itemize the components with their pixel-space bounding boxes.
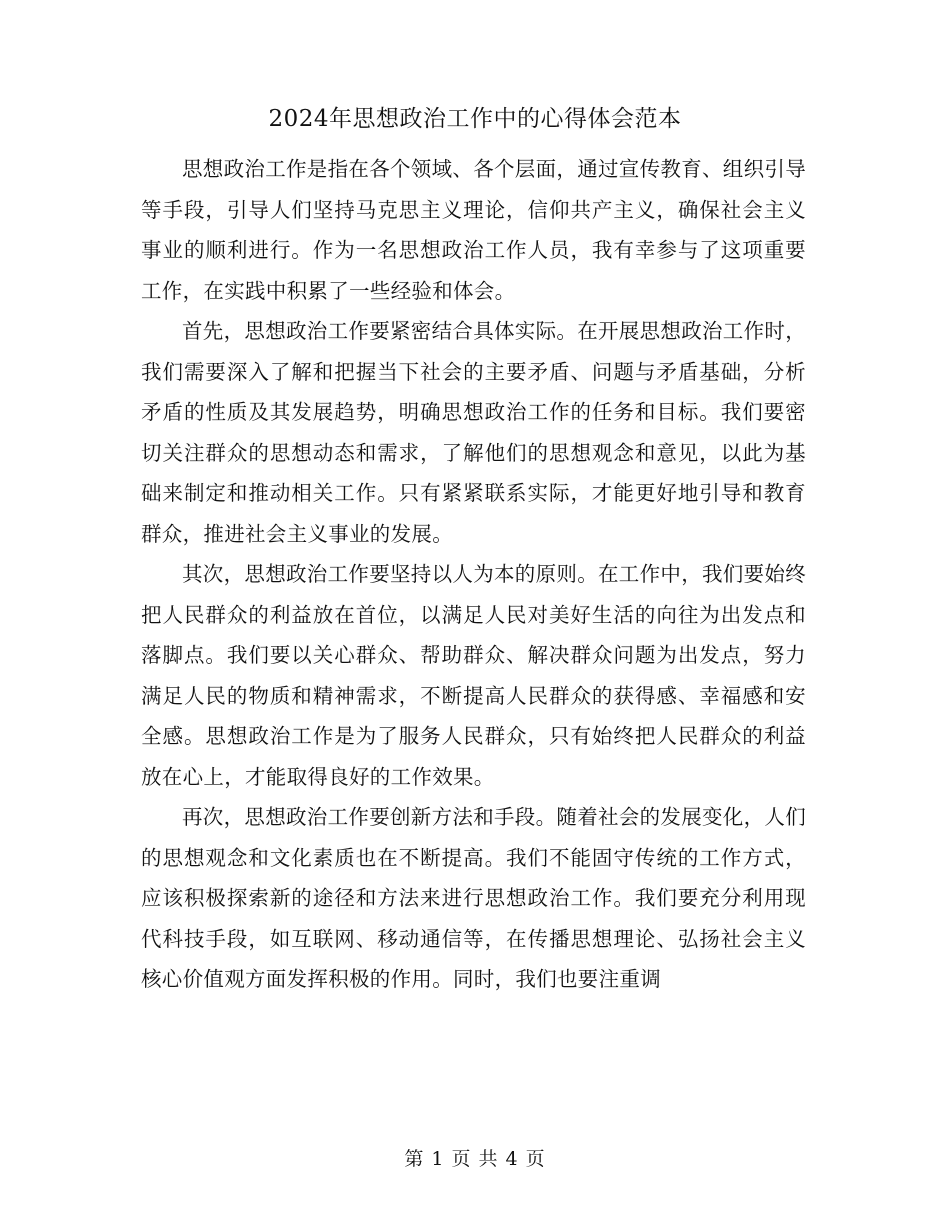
document-body [141,149,806,1000]
paragraph: 思想政治工作是指在各个领域、各个层面，通过宣传教育、组织引导等手段，引导人们坚持马克思主义理论，信仰共产主义，确保社会主义事业的顺利进行。作为一名思想政治工作人员，我有幸参与了这项重要工作，在实践中积累了一些经验和体会。 [141,157,806,303]
paragraph: 首先，思想政治工作要紧密结合具体实际。在开展思想政治工作时，我们需要深入了解和把握当下社会的主要矛盾、问题与矛盾基础，分析矛盾的性质及其发展趋势，明确思想政治工作的任务和目标。我们要密切关注群众的思想动态和需求，了解他们的思想观念和意见，以此为基础来制定和推动相关工作。只有紧紧联系实际，才能更好地引导和教育群众，推进社会主义事业的发展。 [141,319,806,546]
paragraph: 其次，思想政治工作要坚持以人为本的原则。在工作中，我们要始终把人民群众的利益放在首位，以满足人民对美好生活的向往为出发点和落脚点。我们要以关心群众、帮助群众、解决群众问题为出发点，努力满足人民的物质和精神需求，不断提高人民群众的获得感、幸福感和安全感。思想政治工作是为了服务人民群众，只有始终把人民群众的利益放在心上，才能取得良好的工作效果。 [141,562,806,789]
paragraph: 再次，思想政治工作要创新方法和手段。随着社会的发展变化，人们的思想观念和文化素质也在不断提高。我们不能固守传统的工作方式，应该积极探索新的途径和方法来进行思想政治工作。我们要充分利用现代科技手段，如互联网、移动通信等，在传播思想理论、弘扬社会主义核心价值观方面发挥积极的作用。同时，我们也要注重调 [141,805,806,991]
page-footer: 第 1 页 共 4 页 [404,1148,546,1170]
document-title: 2024年思想政治工作中的心得体会范本 [268,106,682,132]
